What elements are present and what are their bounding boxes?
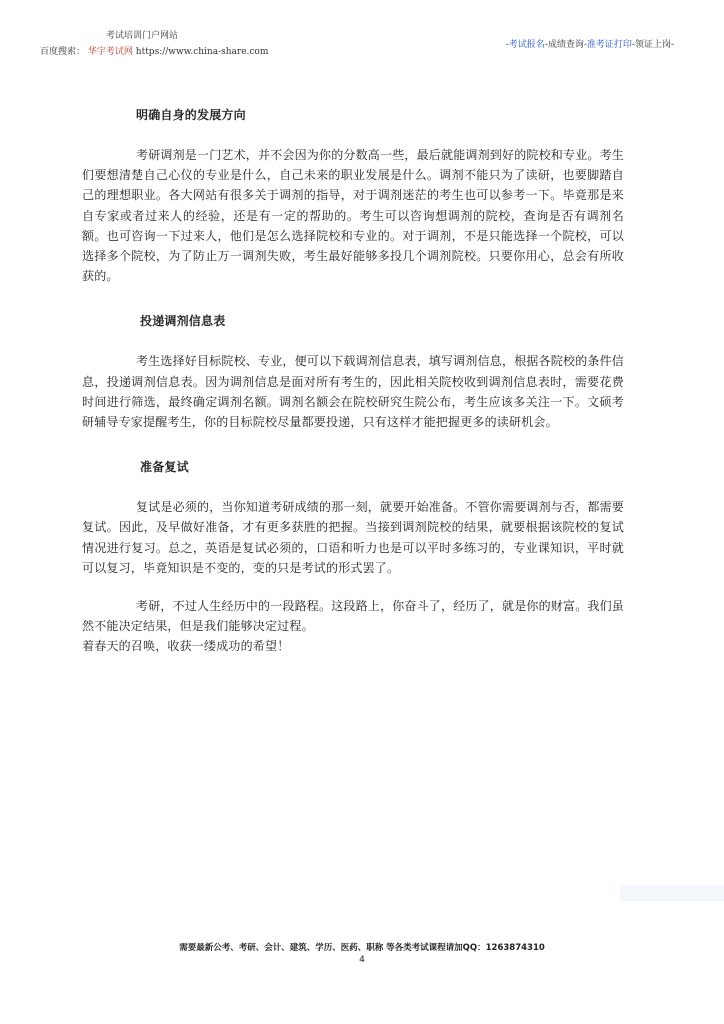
closing-line: 着春天的召唤，收获一缕成功的希望！ <box>82 639 290 654</box>
nav-jobs-link[interactable]: -领证上岗- <box>631 40 674 50</box>
paragraph: 考研调剂是一门艺术，并不会因为你的分数高一些，最后就能调剂到好的院校和专业。考生们要想清楚自己心仪的专业是什么，自己未来的职业发展是什么。调剂不能只为了读研，也要脚踏自己的理想职业。各大网站有很多关于调剂的指导，对于调剂迷茫的考生也可以参考一下。毕竟那是来自专家或者过来人的经验，还是有一定的帮助的。考生可以咨询想调剂的院校，查询是否有调剂名额。也可咨询一下过来人，他们是怎么选择院校和专业的。对于调剂，不是只能选择一个院校，可以选择多个院校，为了防止万一调剂失败，考生最好能够多投几个调剂院校。只要你用心，总会有所收获的。 <box>82 148 625 284</box>
page-header-left <box>40 28 268 60</box>
section-heading: 投递调剂信息表 <box>140 314 226 329</box>
paragraph: 考研，不过人生经历中的一段路程。这段路上，你奋斗了，经历了，就是你的财富。我们虽然不能决定结果，但是我们能够决定过程。 <box>82 599 625 634</box>
search-line <box>40 44 268 60</box>
page-number: 4 <box>359 955 365 965</box>
document-body <box>82 103 624 657</box>
page-footer <box>0 941 724 965</box>
nav-admission-link[interactable]: -准考证打印 <box>583 40 632 50</box>
site-title: 考试培训门户网站 <box>106 31 179 41</box>
nav-register-link[interactable]: -考试报名 <box>505 40 545 50</box>
site-url[interactable]: https://www.china-share.com <box>135 47 269 57</box>
section-heading: 明确自身的发展方向 <box>136 108 246 122</box>
nav-score-link[interactable]: -成绩查询 <box>544 40 584 50</box>
header-nav <box>506 37 674 50</box>
footer-note: 需要最新公考、考研、会计、建筑、学历、医药、职称 等各类考试课程请加QQ：1263874310 <box>179 943 545 953</box>
section-heading: 准备复试 <box>140 460 189 475</box>
brand-link[interactable]: 华宇考试网 <box>87 47 133 57</box>
search-prefix: 百度搜索： <box>40 47 86 57</box>
paragraph: 考生选择好目标院校、专业，便可以下载调剂信息表，填写调剂信息，根据各院校的条件信息，投递调剂信息表。因为调剂信息是面对所有考生的，因此相关院校收到调剂信息表时，需要花费时间进行筛选，最终确定调剂名额。调剂名额会在院校研究生院公布，考生应该多关注一下。文硕考研辅导专家提醒考生，你的目标院校尽量都要投递，只有这样才能把握更多的读研机会。 <box>82 354 625 430</box>
corner-decoration <box>620 885 724 901</box>
paragraph: 复试是必须的，当你知道考研成绩的那一刻，就要开始准备。不管你需要调剂与否，都需要复试。因此，及早做好准备，才有更多获胜的把握。当接到调剂院校的结果，就要根据该院校的复试情况进行复习。总之，英语是复试必须的，口语和听力也是可以平时多练习的，专业课知识，平时就可以复习，毕竟知识是不变的，变的只是考试的形式罢了。 <box>82 500 625 575</box>
